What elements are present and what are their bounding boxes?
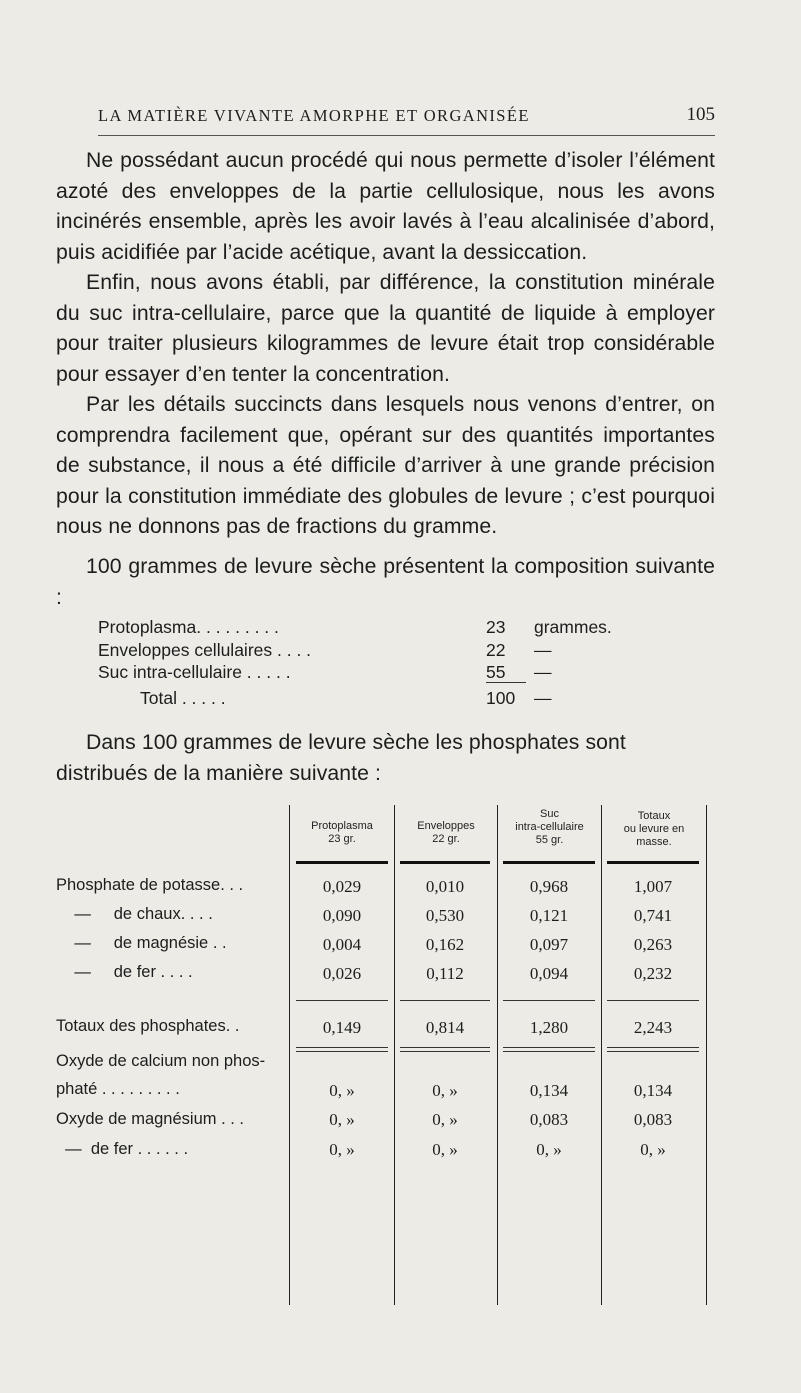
table-cell: 0,968: [529, 877, 569, 896]
composition-unit: grammes.: [534, 617, 612, 637]
table-cell: 0, »: [329, 1110, 355, 1129]
composition-unit: —: [534, 662, 552, 682]
table-cell: 1,280: [529, 1018, 569, 1037]
composition-label: Protoplasma. . . . . . . . .: [98, 617, 279, 637]
page-number: 105: [686, 104, 715, 125]
column-header-line: Suc: [540, 808, 559, 820]
double-rule: [607, 1051, 699, 1052]
table-cell: 0,814: [425, 1018, 465, 1037]
table-cell: 0,741: [633, 906, 673, 925]
row-label: — de chaux. . . .: [56, 905, 213, 923]
double-rule: [503, 1051, 595, 1052]
table-cell: 0, »: [432, 1110, 458, 1129]
column-header-line: Protoplasma: [311, 820, 373, 832]
table-cell: 0,162: [425, 935, 465, 954]
column-header-line: masse.: [636, 836, 672, 848]
table-cell: 0,263: [633, 935, 673, 954]
paragraph-3: [56, 390, 715, 543]
table-cell: 0,232: [633, 964, 673, 983]
double-rule: [400, 1047, 490, 1048]
table-cell: 0,094: [529, 964, 569, 983]
table-cell: 0, »: [432, 1081, 458, 1100]
composition-row: [98, 640, 658, 663]
composition-value: 55: [486, 662, 506, 682]
column-header-suc: [498, 808, 601, 847]
composition-label: Suc intra-cellulaire . . . . .: [98, 662, 291, 682]
composition-value: 23: [486, 617, 506, 637]
column-header-line: intra-cellulaire: [515, 821, 584, 833]
table-cell: 0,530: [425, 906, 465, 925]
composition-unit: —: [534, 639, 552, 660]
paragraph-4-text: 100 grammes de levure sèche présentent la composition suivante :: [56, 555, 715, 609]
column-header-protoplasma: [290, 820, 394, 846]
table-cell: 0, »: [329, 1081, 355, 1100]
column-header-line: Totaux: [637, 810, 671, 822]
composition-list: [98, 617, 658, 710]
paragraph-4: [56, 552, 715, 613]
table-cell: 0,004: [322, 935, 362, 954]
subtotal-rule: [607, 1000, 699, 1001]
composition-sum-rule: [486, 682, 526, 683]
paragraph-1-text: Ne possédant aucun procédé qui nous permette d’isoler l’élément azoté des enveloppes de la partie cellulosique, nous les avons incinérés ensemble, après les avoir lavés à l’eau alcalinisée d’abord, puis acidifiée par l’acide acétique, avant la dessiccation.: [56, 149, 715, 264]
column-header-line: Enveloppes: [417, 820, 475, 832]
composition-row: [98, 662, 658, 685]
composition-value: 22: [486, 639, 506, 660]
header-underline: [296, 861, 388, 864]
double-rule: [607, 1047, 699, 1048]
table-intro-text: Dans 100 grammes de levure sèche les phosphates sont distribués de la manière suivante :: [56, 731, 626, 785]
row-label: — de magnésie . .: [56, 934, 227, 952]
composition-total-unit: —: [534, 687, 552, 708]
table-cell: 0,083: [633, 1110, 673, 1129]
column-header-totaux: [602, 810, 706, 849]
table-cell: 0,010: [425, 877, 465, 896]
composition-total-label: Total . . . . .: [140, 687, 226, 708]
row-label: — de fer . . . .: [56, 963, 193, 981]
table-cell: 1,007: [633, 877, 673, 896]
table-cell: 0,083: [529, 1110, 569, 1129]
composition-total-row: [98, 688, 658, 711]
table-cell: 0,029: [322, 877, 362, 896]
table-cell: 0, »: [640, 1140, 666, 1159]
composition-row: [98, 617, 658, 640]
column-header-enveloppes: [395, 820, 497, 846]
column-header-line: 22 gr.: [432, 833, 460, 845]
row-label: Totaux des phosphates. .: [56, 1017, 240, 1035]
paragraph-3-text: Par les détails succincts dans lesquels nous venons d’entrer, on comprendra facilement que, opérant sur des quantités importantes de substance, il nous a été difficile d’arriver à une grande précision pour la constitution immédiate des globules de levure ; c’est pourquoi nous ne donnons pas de fractions du gramme.: [56, 393, 715, 538]
column-header-line: 23 gr.: [328, 833, 356, 845]
table-cell: 0,149: [322, 1018, 362, 1037]
subtotal-rule: [400, 1000, 490, 1001]
double-rule: [296, 1047, 388, 1048]
table-cell: 0,134: [633, 1081, 673, 1100]
row-label: — de fer . . . . . .: [56, 1140, 189, 1158]
subtotal-rule: [296, 1000, 388, 1001]
double-rule: [296, 1051, 388, 1052]
row-label: phaté . . . . . . . . .: [56, 1080, 180, 1098]
composition-label: Enveloppes cellulaires . . . .: [98, 639, 312, 660]
table-cell: 0,134: [529, 1081, 569, 1100]
row-label: Oxyde de calcium non phos-: [56, 1052, 266, 1070]
table-cell: 0,112: [426, 964, 464, 983]
running-title: LA MATIÈRE VIVANTE AMORPHE ET ORGANISÉE: [98, 106, 530, 125]
composition-total-value: 100: [486, 687, 516, 708]
column-header-line: 55 gr.: [535, 834, 564, 846]
table-cell: 2,243: [633, 1018, 673, 1037]
table-cell: 0,090: [322, 906, 362, 925]
table-cell: 0, »: [432, 1140, 458, 1159]
column-header-line: ou levure en: [623, 823, 685, 835]
paragraph-2-text: Enfin, nous avons établi, par différence, la constitution minérale du suc intra-cellulaire, parce que la quantité de liquide à employer pour traiter plusieurs kilogrammes de levure était trop considérable pour essayer d’en tenter la concentration.: [56, 271, 715, 386]
table-cell: 0,097: [529, 935, 569, 954]
table-cell: 0,026: [322, 964, 362, 983]
table-cell: 0,121: [529, 906, 569, 925]
double-rule: [400, 1051, 490, 1052]
table-cell: 0, »: [536, 1140, 562, 1159]
header-underline: [503, 861, 595, 864]
table-cell: 0, »: [329, 1140, 355, 1159]
row-label: Phosphate de potasse. . .: [56, 876, 244, 894]
header-underline: [400, 861, 490, 864]
row-label: Oxyde de magnésium . . .: [56, 1110, 245, 1128]
table-intro: [56, 728, 715, 789]
double-rule: [503, 1047, 595, 1048]
subtotal-rule: [503, 1000, 595, 1001]
header-underline: [607, 861, 699, 864]
